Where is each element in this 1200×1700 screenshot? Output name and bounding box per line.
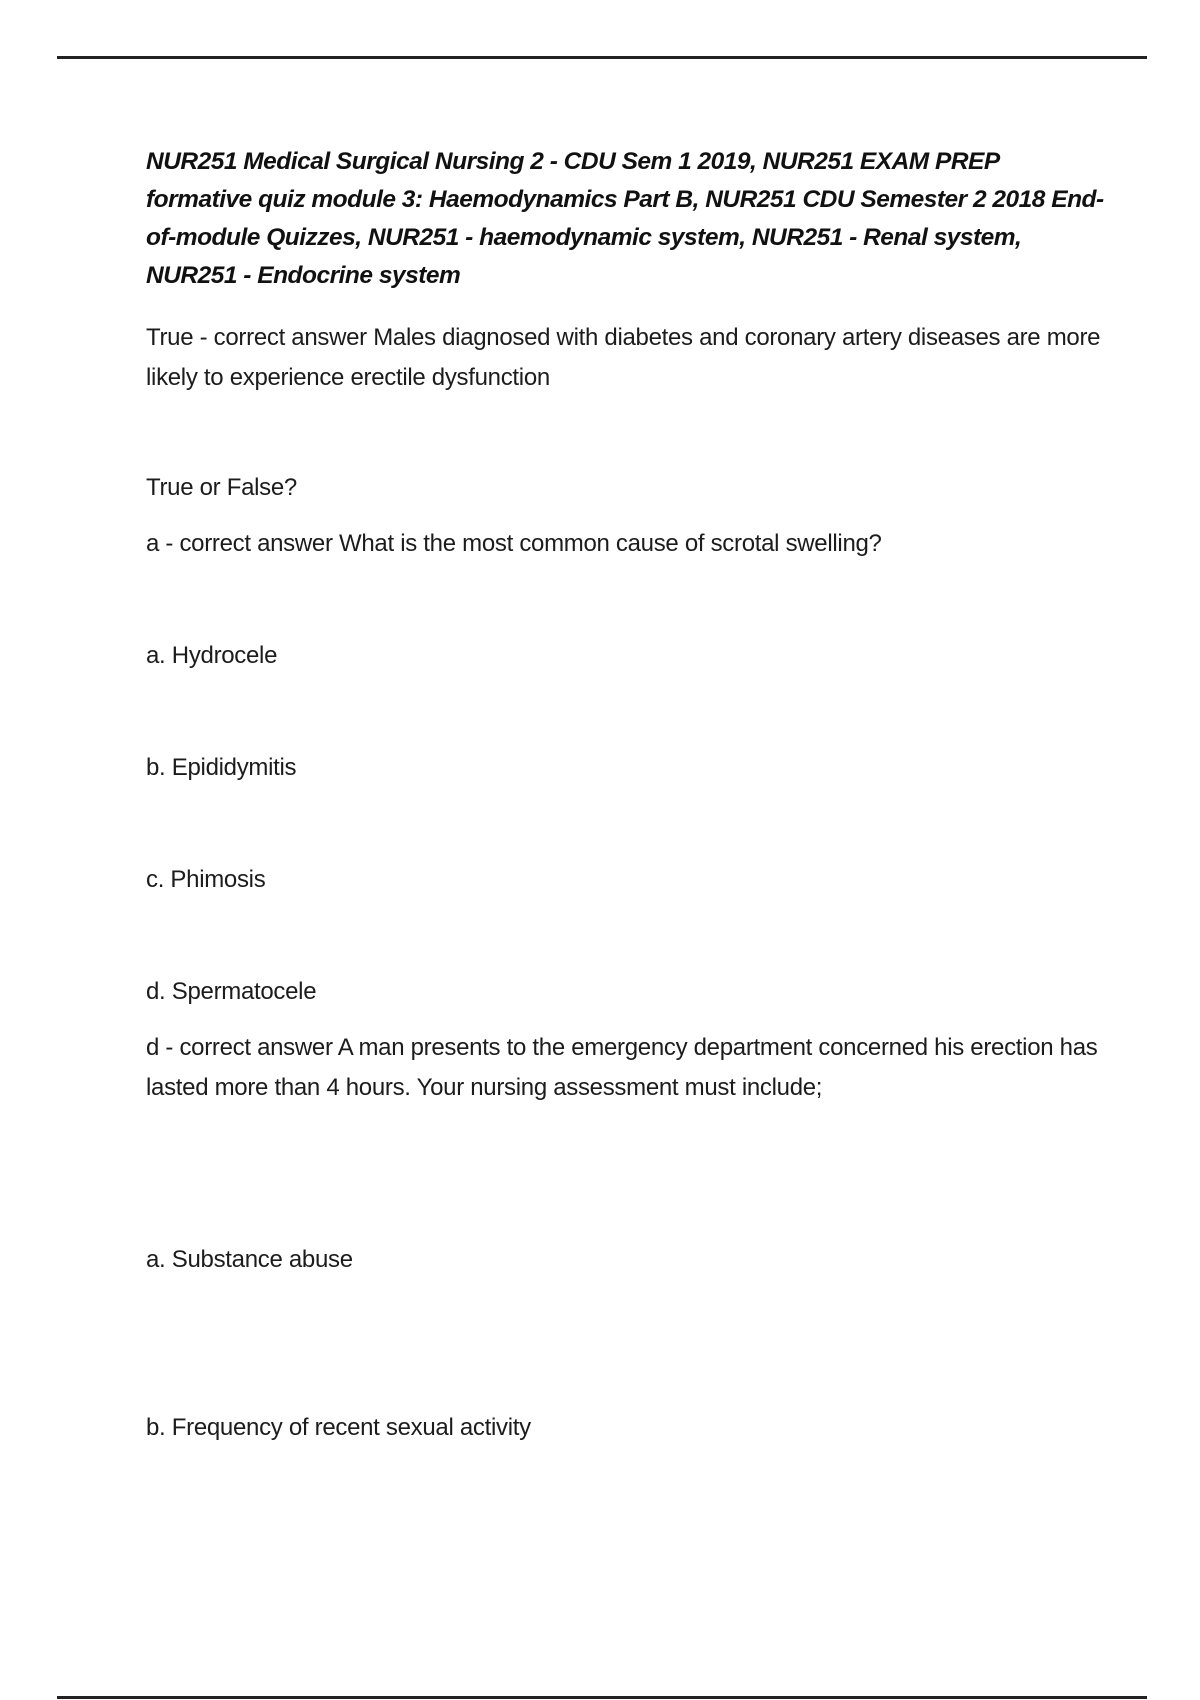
answer-block-1: True - correct answer Males diagnosed with diabetes and coronary artery diseases are more likely to experience erectile dysfunction (146, 324, 1101, 391)
bottom-horizontal-rule (57, 1696, 1147, 1699)
option-b-sexual-activity: b. Frequency of recent sexual activity (146, 1414, 531, 1441)
option-d-spermatocele: d. Spermatocele (146, 978, 317, 1005)
document-header (146, 143, 1106, 295)
answer-block-2: a - correct answer What is the most common cause of scrotal swelling? (146, 530, 882, 557)
option-a-substance-abuse: a. Substance abuse (146, 1246, 353, 1273)
option-a-hydrocele: a. Hydrocele (146, 642, 278, 669)
top-horizontal-rule (57, 56, 1147, 59)
option-b-epididymitis: b. Epididymitis (146, 754, 297, 781)
question-prompt-true-false: True or False? (146, 474, 297, 501)
answer-block-3: d - correct answer A man presents to the emergency department concerned his erection has lasted more than 4 hours. Your nursing assessment must include; (146, 1034, 1098, 1101)
document-title: NUR251 Medical Surgical Nursing 2 - CDU Sem 1 2019, NUR251 EXAM PREP formative quiz module 3: Haemodynamics Part B, NUR251 CDU Semester 2 2018 End-of-module Quizzes, NUR251 - haemodynamic system, NUR251 - Renal system, NUR251 - Endocrine system (146, 148, 1104, 289)
option-c-phimosis: c. Phimosis (146, 866, 266, 893)
